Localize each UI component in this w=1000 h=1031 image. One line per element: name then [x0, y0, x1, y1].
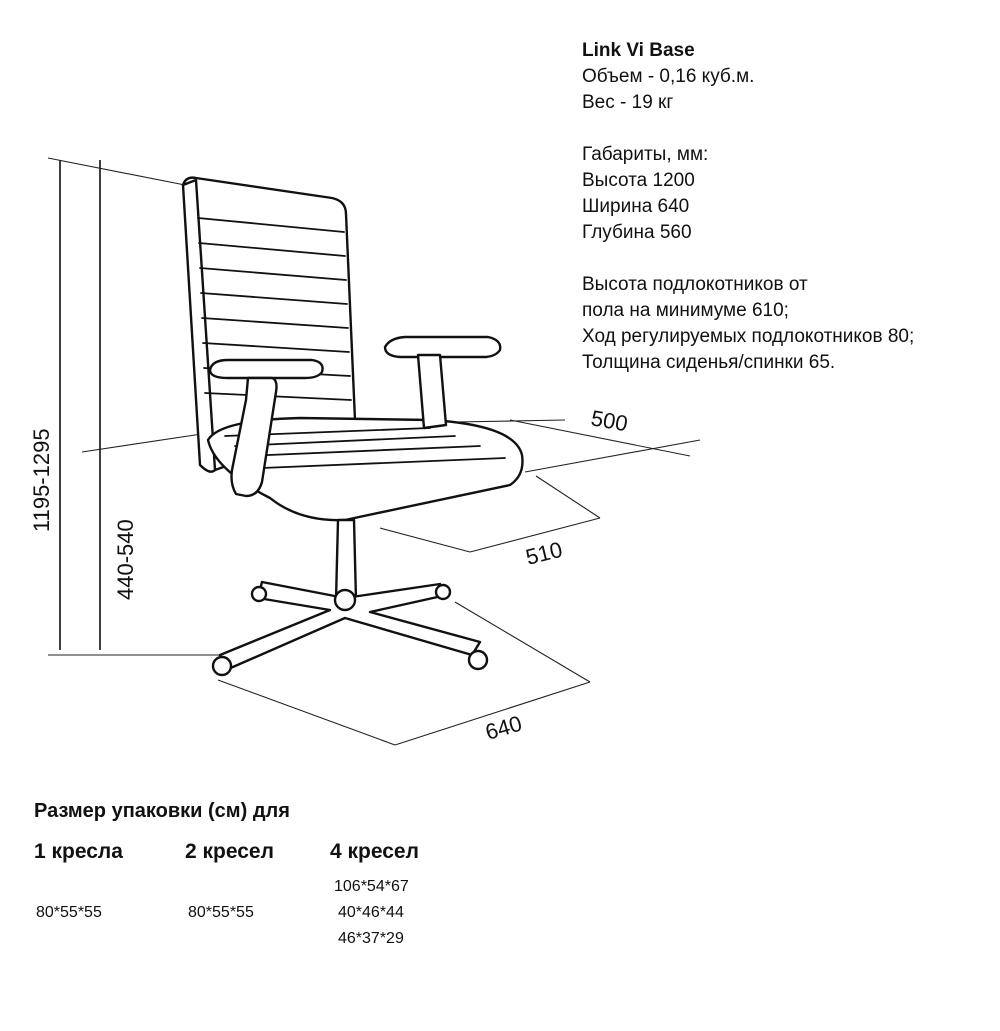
- arm-height-text-1: Высота подлокотников от: [582, 274, 808, 295]
- base-width-label: 640: [482, 710, 525, 745]
- packaging-col1-value: 80*55*55: [36, 904, 102, 921]
- spacer: [582, 246, 914, 272]
- arm-height-text-2: пола на минимуме 610;: [582, 300, 789, 321]
- height-text: Высота 1200: [582, 170, 695, 191]
- width-text: Ширина 640: [582, 196, 690, 217]
- packaging-col3-value: 40*46*44: [338, 904, 404, 921]
- packaging-col3-header: 4 кресел: [330, 840, 419, 863]
- seat-height-label: 440-540: [113, 519, 138, 600]
- dims-header: Габариты, мм:: [582, 144, 709, 165]
- packaging-title: Размер упаковки (см) для: [34, 800, 290, 822]
- packaging-col1-header: 1 кресла: [34, 840, 123, 863]
- seat-width-label: 500: [589, 405, 630, 437]
- arm-travel-text: Ход регулируемых подлокотников 80;: [582, 326, 915, 347]
- weight-text: Вес - 19 кг: [582, 92, 674, 113]
- thickness-text: Толщина сиденья/спинки 65.: [582, 352, 836, 373]
- spec-block: [582, 38, 914, 376]
- spacer: [582, 116, 914, 142]
- chair-illustration: [183, 178, 523, 675]
- packaging-col2-value: 80*55*55: [188, 904, 254, 921]
- depth-text: Глубина 560: [582, 222, 692, 243]
- volume-text: Объем - 0,16 куб.м.: [582, 66, 755, 87]
- seat-depth-label: 510: [523, 536, 565, 570]
- total-height-label: 1195-1295: [29, 428, 54, 532]
- packaging-col3-value: 106*54*67: [334, 878, 409, 895]
- packaging-col3-value: 46*37*29: [338, 930, 404, 947]
- packaging-col2-header: 2 кресел: [185, 840, 274, 863]
- model-name: Link Vi Base: [582, 40, 695, 61]
